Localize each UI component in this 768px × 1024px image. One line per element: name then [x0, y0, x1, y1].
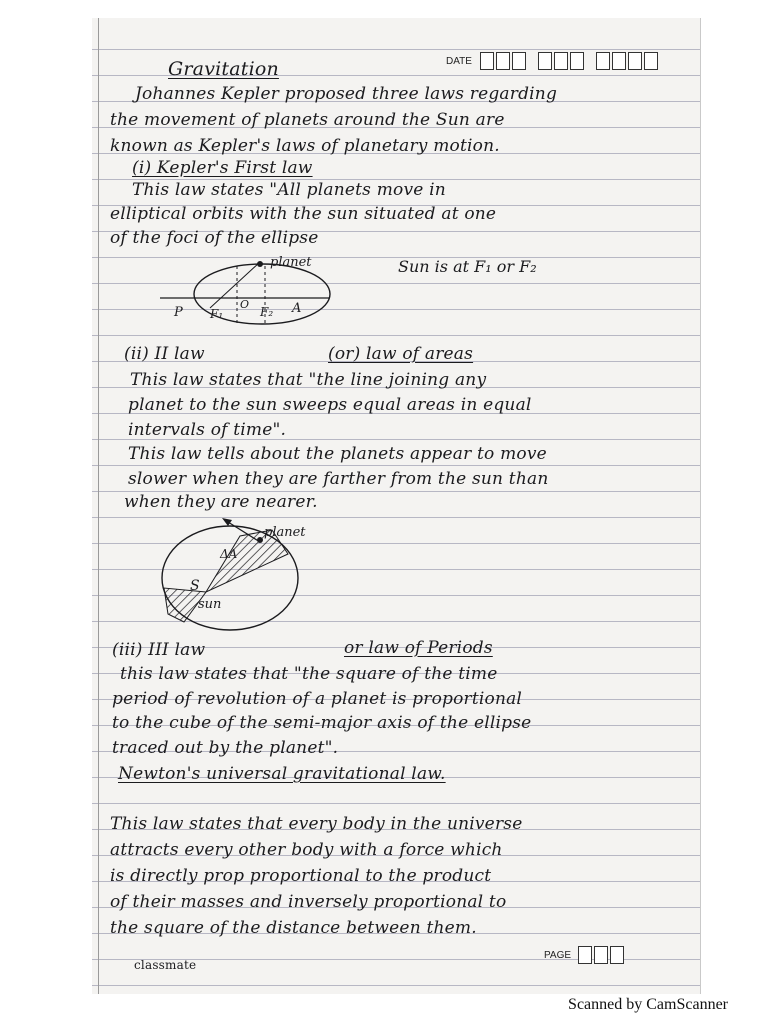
page-title: Gravitation: [168, 58, 279, 80]
law2-heading-a: (ii) II law: [124, 344, 205, 364]
law3-line-4: traced out by the planet".: [112, 738, 339, 758]
law1-line-1: This law states "All planets move in: [132, 180, 446, 200]
newton-line-3: is directly prop proportional to the product: [110, 866, 492, 886]
newton-line-2: attracts every other body with a force which: [110, 840, 503, 860]
classmate-brand: classmate: [134, 958, 197, 972]
camscanner-watermark: Scanned by CamScanner: [568, 996, 728, 1013]
planet-label-2: planet: [264, 525, 306, 540]
law3-heading-a: (iii) III law: [112, 640, 206, 660]
intro-line-3: known as Kepler's laws of planetary motion.: [110, 136, 500, 156]
law2-line-5: slower when they are farther from the sun than: [128, 469, 549, 489]
sun-label: sun: [198, 597, 222, 612]
law2-line-1: This law states that "the line joining any: [130, 370, 487, 390]
aphelion-label: A: [292, 301, 302, 316]
planet-label-1: planet: [270, 255, 312, 270]
sun-s-label: S: [190, 578, 200, 594]
law2-line-4: This law tells about the planets appear to move: [128, 444, 547, 464]
center-o-label: O: [240, 298, 250, 311]
law2-line-3: intervals of time".: [128, 420, 287, 440]
law2-line-2: planet to the sun sweeps equal areas in equal: [128, 395, 532, 415]
law2-line-6: when they are nearer.: [124, 492, 318, 512]
newton-line-4: of their masses and inversely proportional to: [110, 892, 507, 912]
page-label: PAGE: [544, 950, 572, 961]
intro-line-1: Johannes Kepler proposed three laws regarding: [135, 84, 558, 104]
focus-f2-label: F₂: [260, 305, 274, 319]
ellipse-orbit-diagram: [150, 250, 630, 330]
delta-a-label: ΔA: [220, 547, 238, 561]
law1-heading: (i) Kepler's First law: [132, 158, 313, 178]
newton-line-5: the square of the distance between them.: [110, 918, 477, 938]
law1-line-3: of the foci of the ellipse: [110, 228, 319, 248]
intro-line-2: the movement of planets around the Sun are: [110, 110, 505, 130]
focus-f1-label: F₁: [210, 307, 224, 321]
date-label: DATE: [446, 56, 472, 67]
law3-heading-b: or law of Periods: [344, 638, 493, 658]
sun-foci-note: Sun is at F₁ or F₂: [398, 257, 537, 276]
law3-line-3: to the cube of the semi-major axis of the ellipse: [112, 713, 532, 733]
newton-heading: Newton's universal gravitational law.: [118, 764, 446, 784]
margin-line: [98, 18, 99, 994]
law3-line-1: this law states that "the square of the time: [120, 664, 498, 684]
law1-line-2: elliptical orbits with the sun situated at one: [110, 204, 497, 224]
area-law-diagram: [150, 514, 390, 638]
newton-line-1: This law states that every body in the universe: [110, 814, 523, 834]
date-boxes: [480, 52, 658, 70]
page-boxes: [578, 946, 624, 964]
law3-line-2: period of revolution of a planet is proportional: [112, 689, 523, 709]
law2-heading-b: (or) law of areas: [328, 344, 474, 364]
perihelion-label: P: [174, 305, 183, 320]
